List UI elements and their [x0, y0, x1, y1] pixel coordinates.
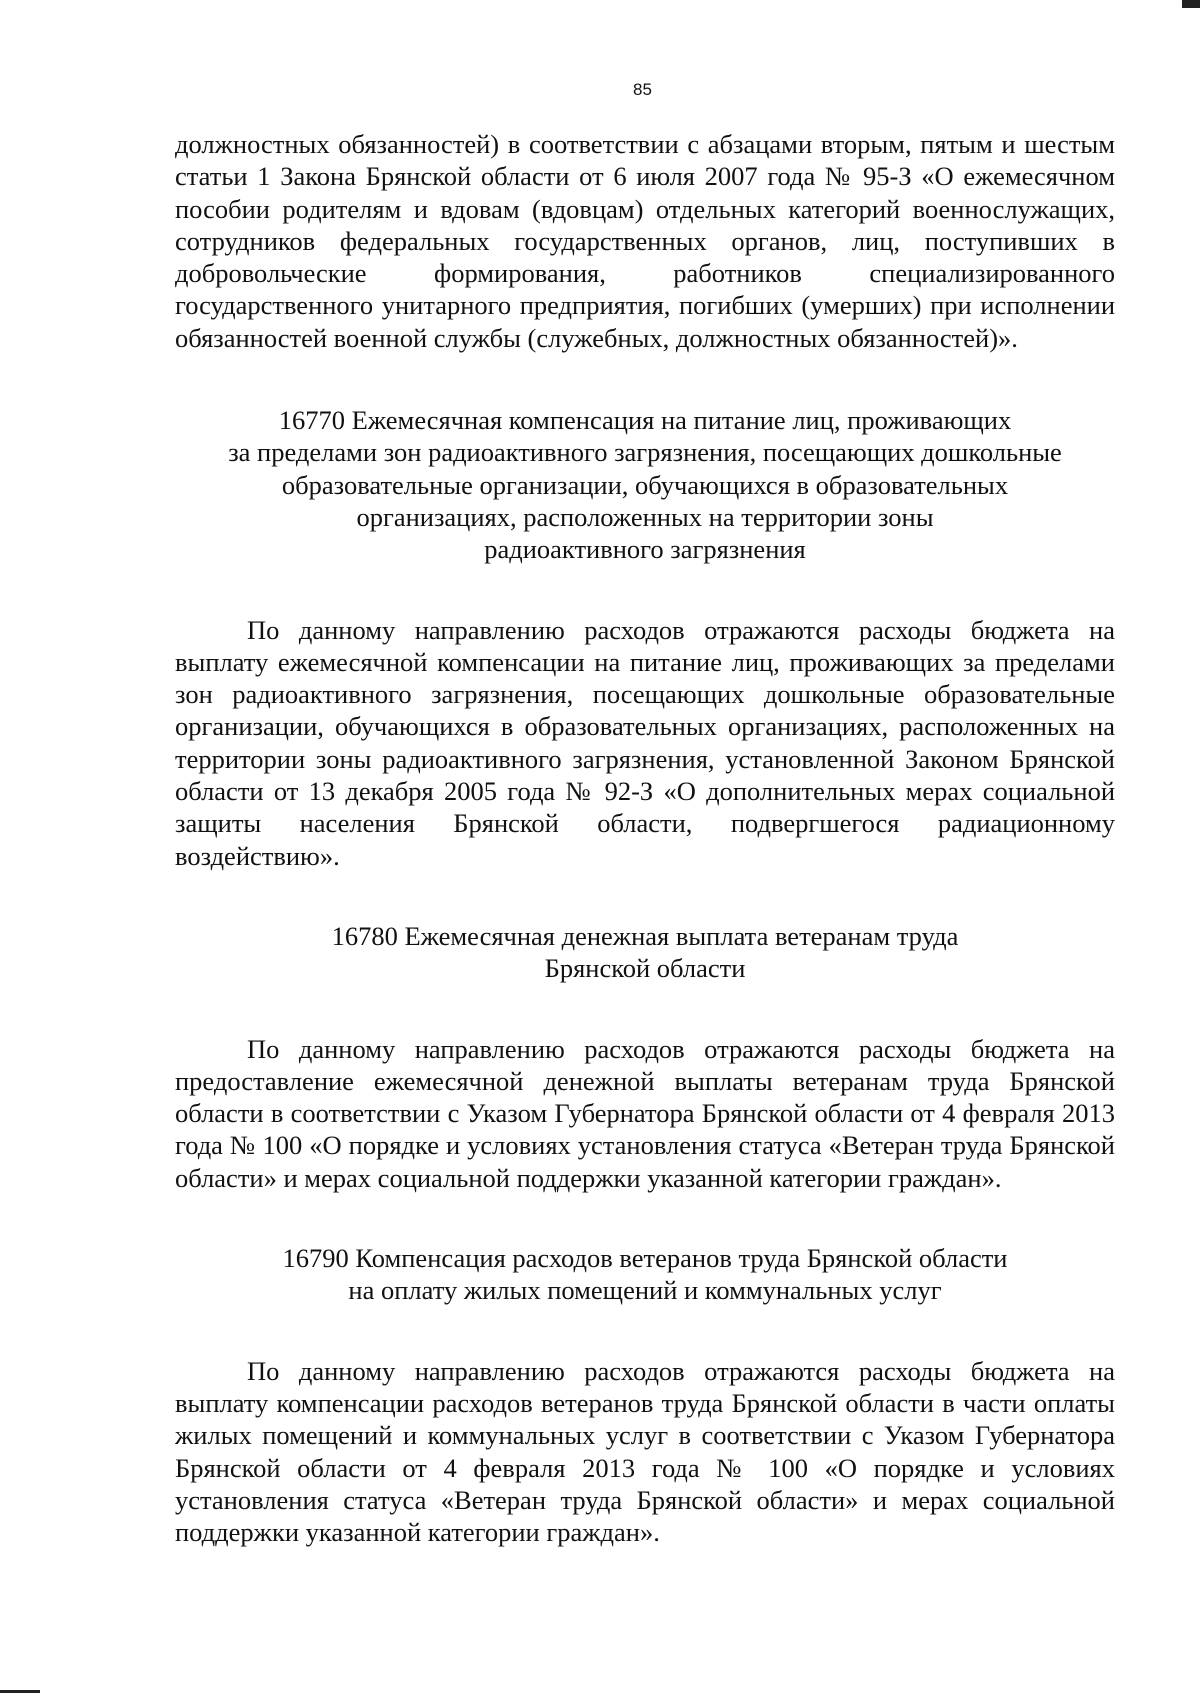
section-heading-16780	[175, 920, 1115, 985]
heading-line: за пределами зон радиоактивного загрязнения, посещающих дошкольные	[228, 437, 1062, 468]
heading-line: 16770 Ежемесячная компенсация на питание лиц, проживающих	[278, 405, 1012, 436]
heading-line: 16790 Компенсация расходов ветеранов труда Брянской области	[282, 1243, 1008, 1274]
heading-line: организациях, расположенных на территории зоны	[356, 501, 934, 532]
heading-line: образовательные организации, обучающихся в образовательных	[281, 469, 1009, 500]
section-heading-16770	[175, 404, 1115, 565]
heading-line: Брянской области	[544, 953, 746, 984]
document-body	[175, 128, 1115, 1548]
scan-edge-mark-top	[1182, 0, 1200, 8]
section-heading-16790	[175, 1242, 1115, 1307]
page-number: 85	[633, 80, 652, 99]
heading-line: на оплату жилых помещений и коммунальных услуг	[348, 1275, 942, 1306]
paragraph-16790: По данному направлению расходов отражаются расходы бюджета на выплату компенсации расходов ветеранов труда Брянской области в части оплаты жилых помещений и коммунальных услуг в соответствии с Указом Губернатора Брянской области от 4 февраля 2013 года № 100 «О порядке и условиях установления статуса «Ветеран труда Брянской области» и мерах социальной поддержки указанной категории граждан».	[175, 1355, 1115, 1548]
paragraph-16770: По данному направлению расходов отражаются расходы бюджета на выплату ежемесячной компенсации на питание лиц, проживающих за пределами зон радиоактивного загрязнения, посещающих дошкольные образовательные организации, обучающихся в образовательных организациях, расположенных на территории зоны радиоактивного загрязнения, установленной Законом Брянской области от 13 декабря 2005 года № 92-З «О дополнительных мерах социальной защиты населения Брянской области, подвергшегося радиационному воздействию».	[175, 614, 1115, 871]
paragraph-continuation: должностных обязанностей) в соответствии с абзацами вторым, пятым и шестым статьи 1 Закона Брянской области от 6 июля 2007 года № 95-З «О ежемесячном пособии родителям и вдовам (вдовцам) отдельных категорий военнослужащих, сотрудников федеральных государственных органов, лиц, поступивших в добровольческие формирования, работников специализированного государственного унитарного предприятия, погибших (умерших) при исполнении обязанностей военной службы (служебных, должностных обязанностей)».	[175, 129, 1115, 353]
heading-line: 16780 Ежемесячная денежная выплата ветеранам труда	[331, 920, 959, 951]
scan-edge-mark-bottom	[0, 1690, 40, 1693]
heading-line: радиоактивного загрязнения	[484, 534, 806, 565]
paragraph-16780: По данному направлению расходов отражаются расходы бюджета на предоставление ежемесячной денежной выплаты ветеранам труда Брянской области в соответствии с Указом Губернатора Брянской области от 4 февраля 2013 года № 100 «О порядке и условиях установления статуса «Ветеран труда Брянской области» и мерах социальной поддержки указанной категории граждан».	[175, 1033, 1115, 1193]
